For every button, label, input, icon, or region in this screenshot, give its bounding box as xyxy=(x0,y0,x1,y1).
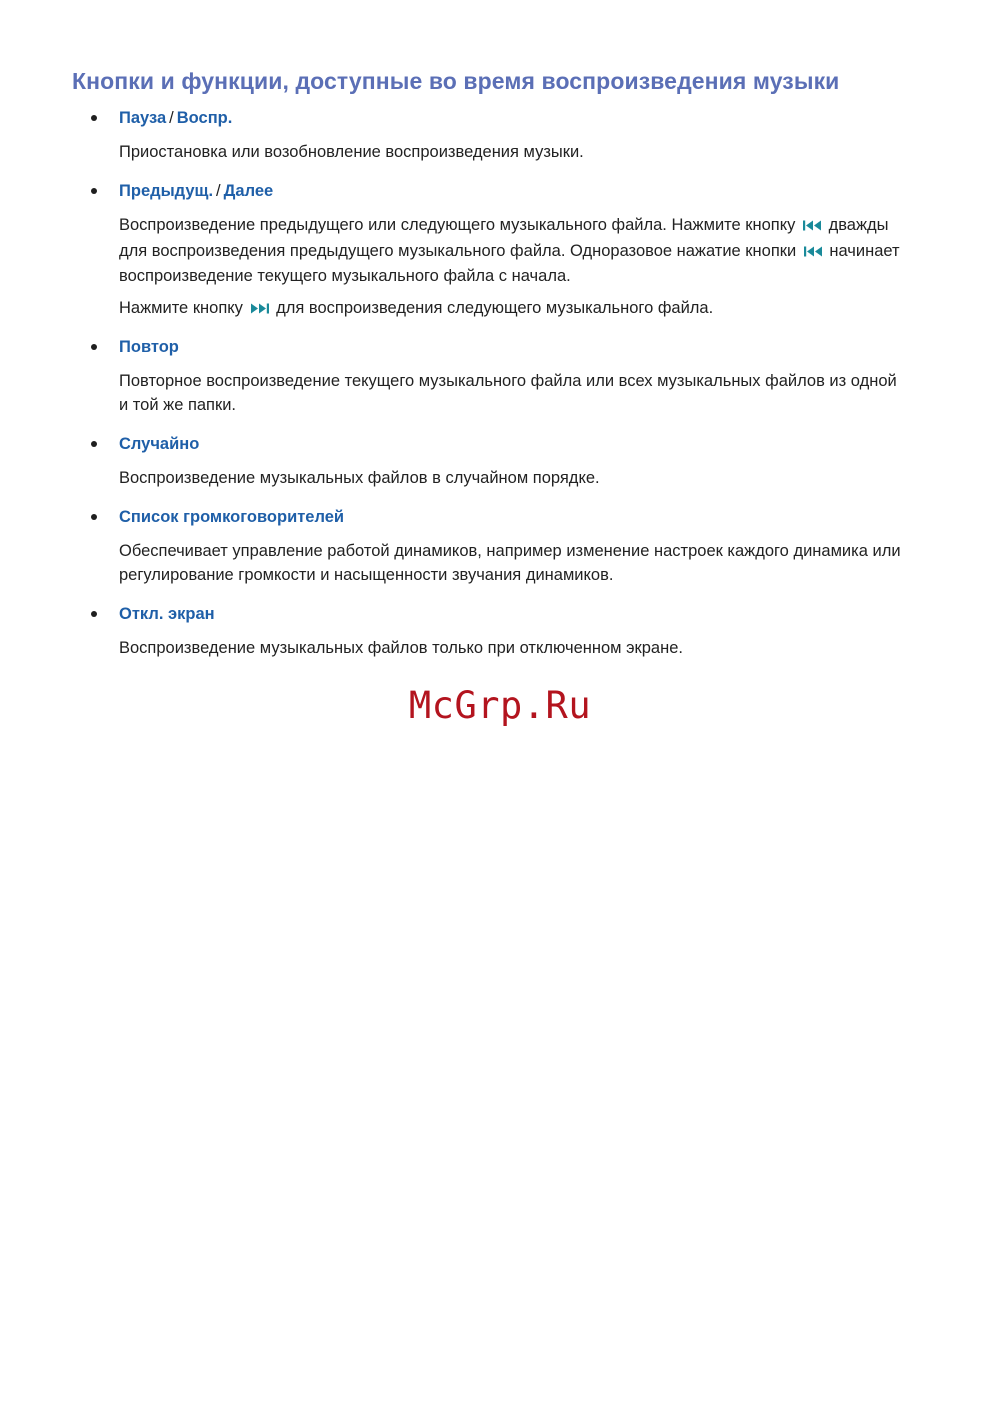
bullet xyxy=(91,611,97,617)
description-text: начинает xyxy=(829,241,900,260)
description-text: для воспроизведения следующего музыкального файла. xyxy=(276,299,714,317)
description-text: Воспроизведение предыдущего или следующего музыкального файла. Нажмите кнопку xyxy=(119,216,796,234)
pause-label: Пауза xyxy=(119,109,167,127)
description-line: регулирование громкости и насыщенности звучания динамиков. xyxy=(119,565,614,584)
item-title: Повтор xyxy=(119,338,179,356)
description-line: воспроизведение текущего музыкального файла с начала. xyxy=(119,267,571,285)
item-description xyxy=(119,540,939,587)
item-title: Список громкоговорителей xyxy=(119,508,345,526)
page-title: Кнопки и функции, доступные во время воспроизведения музыки xyxy=(72,68,840,94)
item-description-extra xyxy=(119,297,939,323)
description-text: для воспроизведения предыдущего музыкального файла. Одноразовое нажатие кнопки xyxy=(119,241,797,260)
item-description: Приостановка или возобновление воспроизведения музыки. xyxy=(119,143,584,161)
item-description xyxy=(119,370,939,417)
description-line xyxy=(119,297,939,323)
description-line: и той же папки. xyxy=(119,395,237,414)
previous-label: Предыдущ. xyxy=(119,182,214,200)
bullet xyxy=(91,441,97,447)
title-separator: / xyxy=(169,109,174,127)
item-description: Воспроизведение музыкальных файлов в случайном порядке. xyxy=(119,469,600,487)
bullet xyxy=(91,514,97,520)
bullet xyxy=(91,115,97,121)
next-label: Далее xyxy=(223,182,274,200)
bullet xyxy=(91,188,97,194)
description-line xyxy=(119,214,939,240)
description-line: Повторное воспроизведение текущего музыкального файла или всех музыкальных файлов из одной xyxy=(119,372,897,390)
play-label: Воспр. xyxy=(176,109,233,127)
title-separator: / xyxy=(216,182,221,200)
skip-previous-icon xyxy=(802,216,822,240)
item-title: Откл. экран xyxy=(119,605,215,623)
description-text: Нажмите кнопку xyxy=(119,299,243,317)
watermark: McGrp.Ru xyxy=(408,684,592,727)
item-title xyxy=(119,108,232,128)
skip-next-icon xyxy=(250,299,270,323)
item-title xyxy=(119,181,273,201)
item-description: Воспроизведение музыкальных файлов только при отключенном экране. xyxy=(119,639,683,657)
description-text: дважды xyxy=(828,216,889,234)
bullet xyxy=(91,344,97,350)
item-description xyxy=(119,214,939,289)
item-title: Случайно xyxy=(119,435,200,453)
skip-previous-icon xyxy=(803,242,823,266)
description-line xyxy=(119,240,939,266)
description-line: Обеспечивает управление работой динамиков, например изменение настроек каждого динамика или xyxy=(119,542,901,560)
